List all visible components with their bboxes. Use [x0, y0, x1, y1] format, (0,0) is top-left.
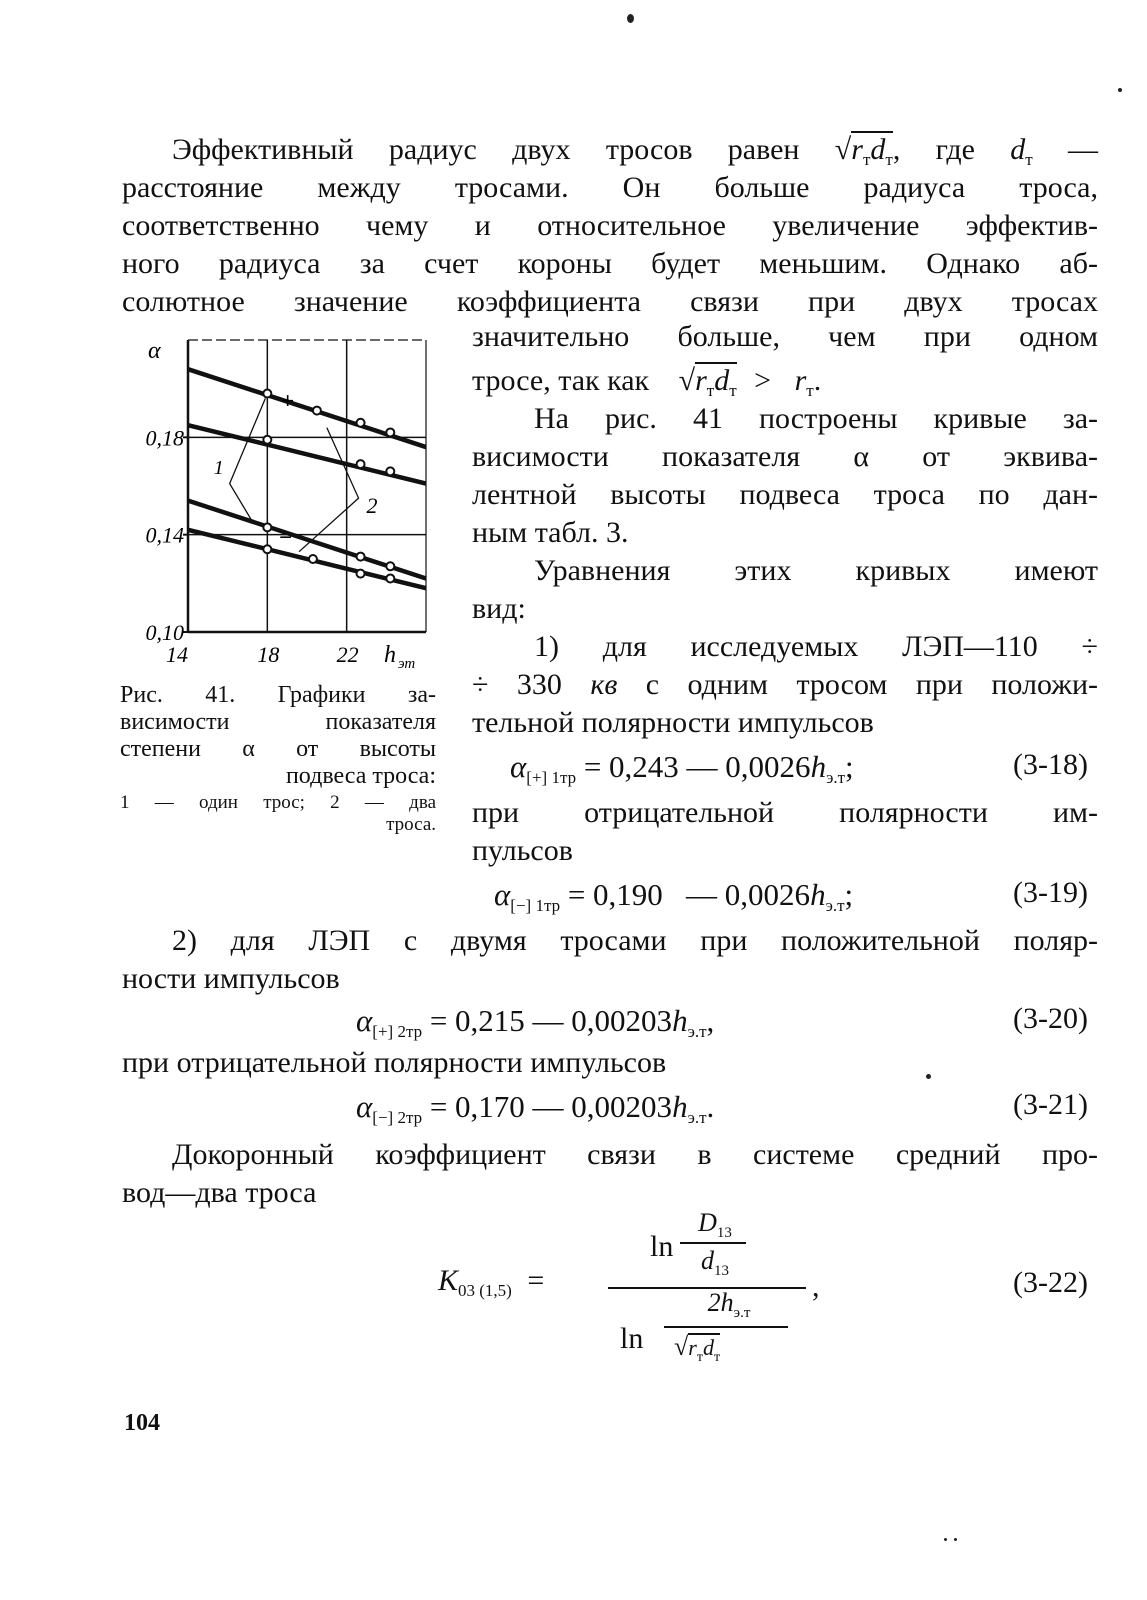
caption-line-5: 1 — один трос; 2 — два	[120, 792, 436, 813]
denominator-2h: $2h_{э.т}$	[707, 1288, 751, 1321]
y-tick-label: 0,18	[145, 425, 184, 451]
numerator-d13: $d_{13}$	[701, 1246, 729, 1279]
annotation-curve-2: 2	[366, 492, 378, 518]
data-point	[386, 428, 394, 436]
annotation-plus: +	[281, 388, 295, 414]
scan-speck	[954, 1538, 957, 1541]
caption-line-3: степени α от высоты	[120, 736, 436, 762]
annotation-minus: −	[279, 524, 293, 550]
data-point	[386, 467, 394, 475]
x-axis-label: h	[384, 642, 396, 668]
equation-comma: ,	[812, 1270, 820, 1303]
x-tick-label: 14	[166, 642, 188, 667]
caption-line-2: висимости показателя	[120, 709, 436, 735]
x-axis-label-subscript: эт	[398, 656, 416, 672]
paragraph-1-line-7: тросе, так как $√r_тd_т > r_т$.	[472, 364, 822, 400]
equation-number-3-22: (3-22)	[1013, 1266, 1088, 1299]
data-point	[357, 570, 365, 578]
caption-line-4: подвеса троса:	[285, 763, 436, 789]
page-number: 104	[124, 1410, 160, 1436]
paragraph-4-line-1: Докоронный коэффициент связи в системе средний про-	[172, 1138, 1098, 1171]
figure-41	[130, 330, 450, 680]
equation-3-20: $\alpha_{[+] 2тр} = 0,215$ — $0,00203h_{э.т}$,	[356, 1003, 715, 1041]
data-point	[357, 553, 365, 561]
data-point	[263, 523, 271, 531]
paragraph-2-line-3: лентной высоты подвеса троса по дан-	[472, 478, 1098, 511]
equation-3-22: $K_{03 (1,5)}$ = , ln $D_{13}$ $d_{13}$ $2h_{э.т}$ ln $√r_тd_т$	[438, 1208, 820, 1365]
negative-polarity-line-1: при отрицательной полярности им-	[472, 796, 1098, 829]
caption-line-1: Рис. 41. Графики за-	[120, 682, 436, 708]
leader-line-2	[299, 428, 359, 552]
caption-legend	[120, 792, 436, 836]
data-point	[386, 562, 394, 570]
y-tick-label: 0,14	[145, 522, 184, 548]
paragraph-2-line-4: ным табл. 3.	[472, 516, 629, 549]
negative-polarity-line-3: при отрицательной полярности импульсов	[122, 1046, 667, 1079]
item-2-line-1: 2) для ЛЭП с двумя тросами при положительной поляр-	[172, 924, 1098, 957]
sqrt-symbol: $√r_тd_т$	[834, 133, 893, 169]
caption-line-6: троса.	[386, 814, 436, 835]
data-point	[309, 555, 317, 563]
y-tick-label: 0,10	[145, 620, 184, 645]
scan-speck	[1118, 88, 1122, 92]
paragraph-3-line-2: вид:	[472, 592, 526, 625]
data-point	[357, 419, 365, 427]
paragraph-1-line-4: ного радиуса за счет короны будет меньшим. Однако аб-	[122, 247, 1098, 280]
x-tick-label: 18	[257, 642, 280, 667]
item-1-line-3: тельной полярности импульсов	[472, 706, 874, 739]
figure-caption	[120, 682, 436, 790]
data-point	[263, 545, 271, 553]
scan-speck	[627, 14, 634, 23]
item-1-line-2: ÷ 330 кв с одним тросом при положи-	[472, 668, 1099, 701]
denominator-sqrt: $√r_тd_т$	[674, 1332, 721, 1365]
numerator-ln: ln	[650, 1230, 674, 1263]
data-point	[357, 460, 365, 468]
x-tick-label: 22	[336, 642, 359, 667]
item-2-line-2: ности импульсов	[122, 962, 340, 995]
equation-number-3-19: (3-19)	[1013, 876, 1088, 909]
y-axis-label: α	[148, 338, 161, 364]
denominator-fraction-bar	[664, 1326, 788, 1328]
alpha-vs-height-chart	[130, 330, 450, 680]
equation-3-18: $\alpha_{[+] 1тр} = 0,243$ — $0,0026h_{э.т}$;	[510, 749, 854, 787]
paragraph-1-line-1: Эффективный радиус двух тросов равен $√r_тd_т$, где $d_т$ —	[172, 133, 1099, 169]
numerator-fraction-bar	[680, 1242, 746, 1244]
data-point	[263, 436, 271, 444]
data-point	[263, 390, 271, 398]
leader-line-1	[230, 398, 266, 520]
equation-number-3-18: (3-18)	[1013, 748, 1088, 781]
equation-number-3-20: (3-20)	[1013, 1002, 1088, 1035]
equation-3-19: $\alpha_{[-] 1тр} = 0,190$ — $0,0026h_{э.т}$;	[494, 877, 854, 915]
data-point	[313, 407, 321, 415]
equation-number-3-21: (3-21)	[1013, 1088, 1088, 1121]
paragraph-2-line-2: висимости показателя α от эквива-	[472, 440, 1098, 473]
paragraph-1-line-3: соответственно чему и относительное увеличение эффектив-	[122, 209, 1098, 242]
annotation-curve-1: 1	[213, 456, 224, 479]
paragraph-4-line-2: вод—два троса	[122, 1176, 317, 1209]
data-point	[386, 574, 394, 582]
paragraph-3-line-1: Уравнения этих кривых имеют	[534, 554, 1098, 587]
scan-speck	[926, 1074, 931, 1079]
paragraph-1-line-6: значительно больше, чем при одном	[472, 320, 1098, 353]
denominator-ln: ln	[620, 1322, 644, 1355]
numerator-D13: $D_{13}$	[698, 1208, 732, 1241]
equation-3-21: $\alpha_{[-] 2тр} = 0,170$ — $0,00203h_{э.т}$.	[356, 1089, 715, 1127]
negative-polarity-line-2: пульсов	[472, 834, 573, 867]
paragraph-1-line-5: солютное значение коэффициента связи при двух тросах	[122, 285, 1098, 318]
paragraph-1-line-2: расстояние между тросами. Он больше радиуса троса,	[122, 171, 1098, 204]
paragraph-2-line-1: На рис. 41 построены кривые за-	[534, 402, 1098, 435]
scan-speck	[944, 1538, 947, 1541]
item-1-line-1: 1) для исследуемых ЛЭП—110 ÷	[534, 630, 1098, 663]
